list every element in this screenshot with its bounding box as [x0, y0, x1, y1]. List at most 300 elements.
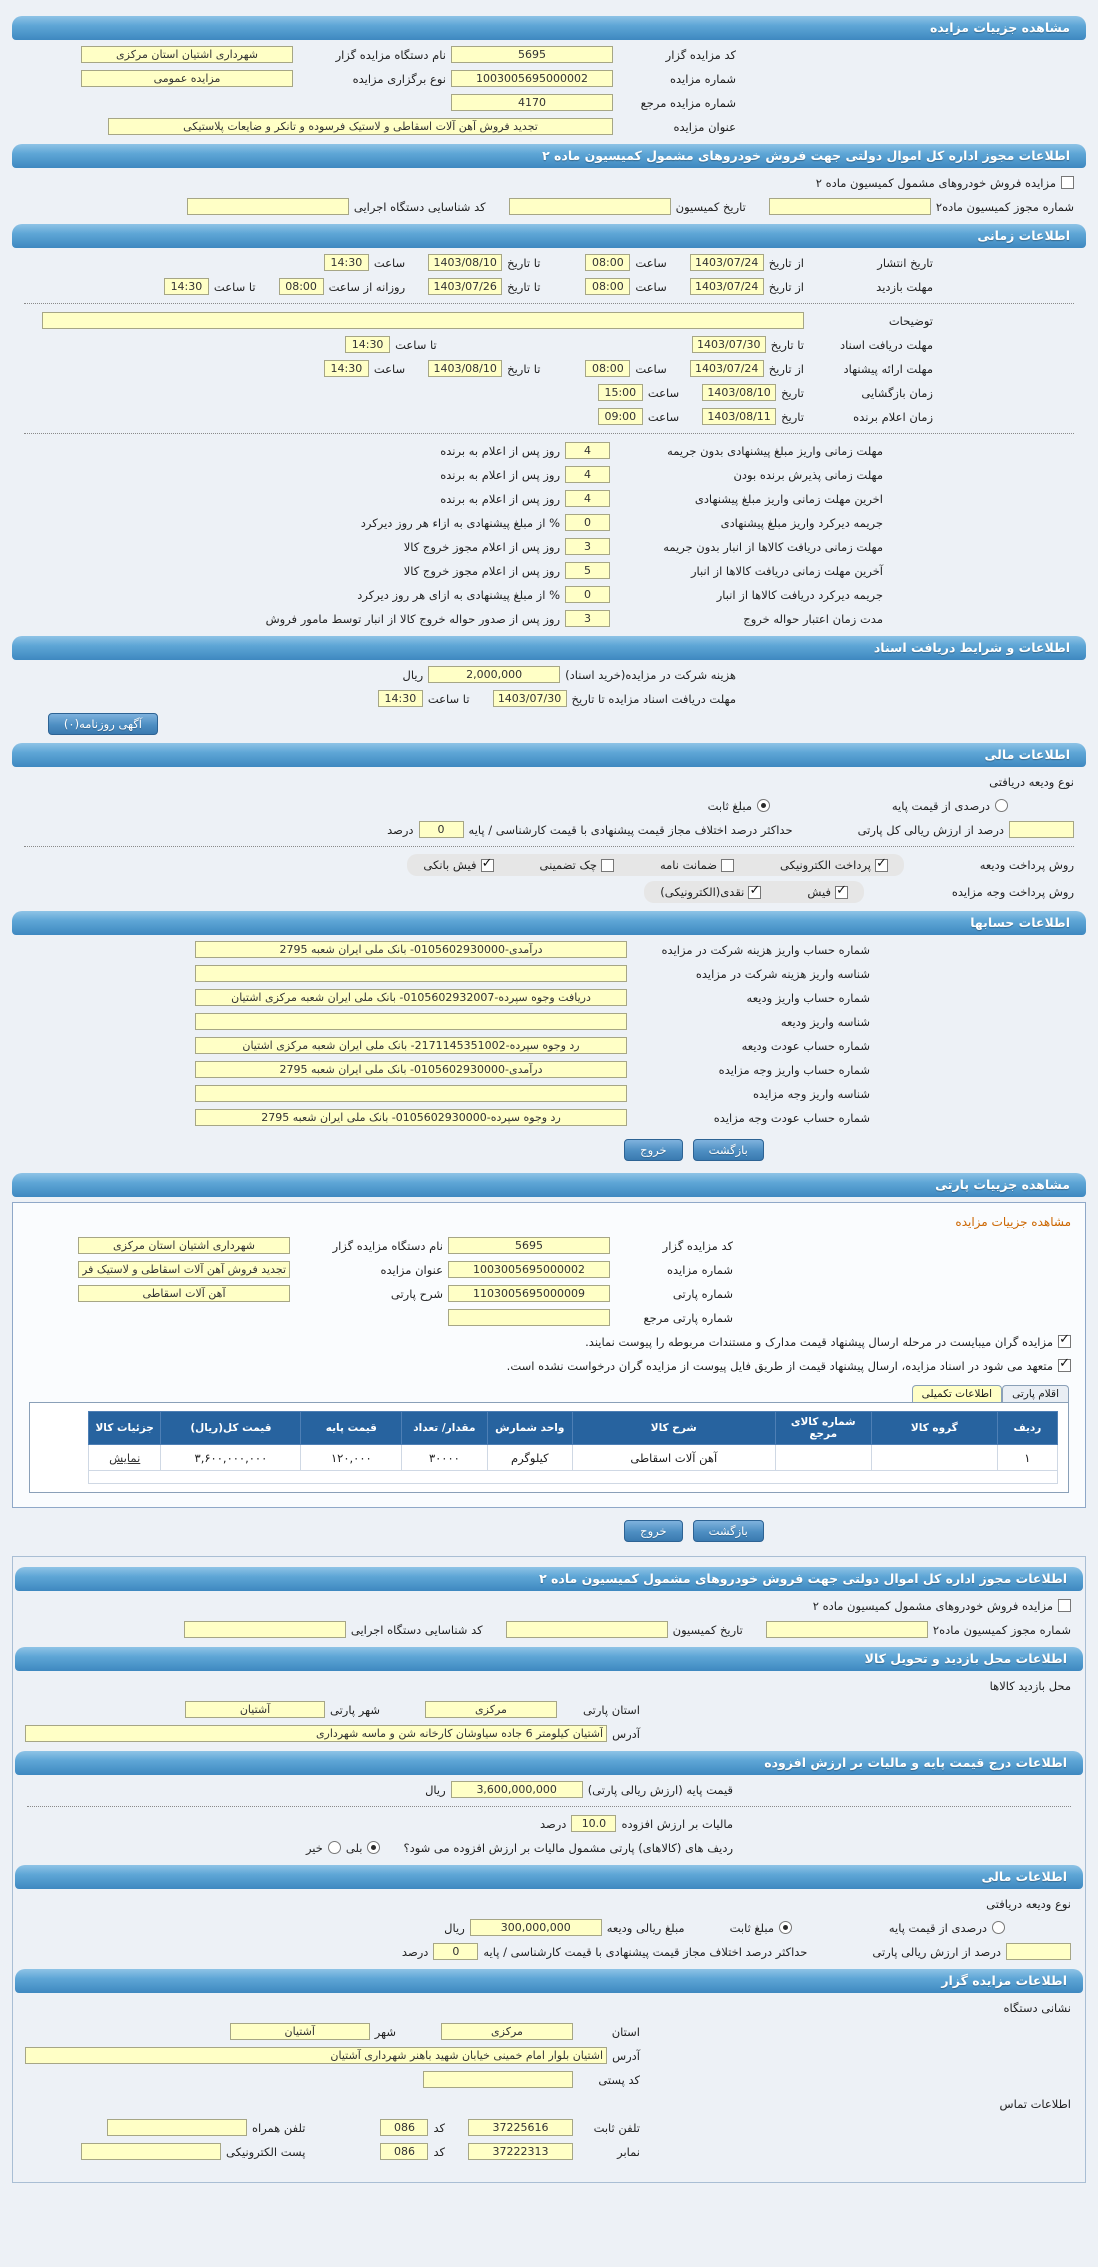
agency-city-label: شهر	[374, 2024, 396, 2039]
account-field[interactable]	[195, 965, 627, 982]
commission-date-label: تاریخ کمیسیون	[672, 1622, 743, 1637]
permit-number-field[interactable]	[766, 1621, 928, 1638]
vehicle-permit-checkbox[interactable]	[1061, 176, 1074, 189]
opening-date-field[interactable]	[702, 384, 776, 401]
deadline-value-field[interactable]	[565, 466, 610, 483]
vat-rate-row	[25, 1814, 733, 1833]
divider	[24, 433, 1074, 434]
percent-of-base-label: درصدی از قیمت پایه	[891, 798, 990, 813]
party-items-table	[88, 1411, 1058, 1484]
deadline-label: مهلت زمانی واریز مبلغ پیشنهادی بدون جریمه	[667, 443, 883, 458]
max-diff-field[interactable]	[419, 821, 464, 838]
offer-to-time-field[interactable]	[324, 360, 369, 377]
deposit-amount-field[interactable]	[470, 1919, 602, 1936]
auction-payment-method-row	[22, 881, 1074, 903]
opening-label: زمان بازگشایی	[861, 385, 933, 400]
bidder-name-field[interactable]	[81, 46, 293, 63]
bank-slip-checkbox[interactable]	[481, 859, 494, 872]
col-item-details: جزئیات کالا	[89, 1412, 161, 1445]
party-financial-header: اطلاعات مالی	[15, 1865, 1083, 1889]
percent-label: درصد	[401, 1944, 429, 1959]
auction-number-label: شماره مزایده	[670, 71, 736, 86]
agency-id-field[interactable]	[187, 198, 349, 215]
deadline-value-field[interactable]	[565, 610, 610, 627]
mobile-field[interactable]	[107, 2119, 247, 2136]
party-tabs	[29, 1385, 1069, 1402]
commitment-note: متعهد می شود در اسناد مزایده، ارسال پیشنهاد قیمت از طریق فایل پیوست از مزایده گران درخواست نشده است.	[506, 1358, 1053, 1373]
bank-slip-label: فیش بانکی	[423, 858, 477, 872]
docs-deadline-time-field[interactable]	[345, 336, 390, 353]
fixed-amount-radio[interactable]	[757, 799, 770, 812]
hour-label: ساعت	[373, 361, 406, 376]
table-row	[89, 1445, 1058, 1471]
deposit-type-options-row	[22, 796, 1008, 815]
party-desc-label: شرح پارتی	[390, 1286, 443, 1301]
table-header-row	[89, 1412, 1058, 1445]
docs-deadline-label: مهلت دریافت اسناد	[840, 337, 933, 352]
party-ref-label: شماره پارتی مرجع	[643, 1310, 733, 1325]
permit-fields-row	[22, 197, 1074, 216]
permit-number-field[interactable]	[769, 198, 931, 215]
notes-field[interactable]	[42, 312, 804, 329]
slip-label: فیش	[807, 885, 831, 899]
deposit-percent-row	[22, 820, 1074, 839]
agency-id-label: کد شناسایی دستگاه اجرایی	[350, 1622, 483, 1637]
docs-receive-date-field[interactable]	[493, 690, 567, 707]
method-guarantee	[660, 858, 734, 872]
commitment-checkbox[interactable]	[1058, 1359, 1071, 1372]
party-number-field[interactable]	[448, 1285, 610, 1302]
account-field[interactable]	[195, 1061, 627, 1078]
party-province-label: استان پارتی	[583, 1702, 640, 1717]
vat-rate-field[interactable]	[571, 1815, 616, 1832]
publish-label: تاریخ انتشار	[877, 255, 933, 270]
auction-row-number	[22, 69, 736, 88]
agency-address-title-row	[25, 1998, 1071, 2017]
party-city-field[interactable]	[185, 1701, 325, 1718]
deadline-suffix: روز پس از اعلام مجوز خروج کالا	[403, 539, 560, 554]
account-label: شماره حساب واریز وجه مزایده	[718, 1062, 870, 1077]
accounts-header: اطلاعات حسابها	[12, 911, 1086, 935]
party-info-block	[12, 1556, 1086, 2183]
permit-fields-row	[25, 1620, 1071, 1639]
cell-item-desc: آهن آلات اسقاطی	[572, 1445, 775, 1471]
bidder-code-label: کد مزایده گزار	[665, 47, 736, 62]
deposit-type-row	[25, 1894, 1071, 1913]
document-terms-header: اطلاعات و شرایط دریافت اسناد	[12, 636, 1086, 660]
visit-daily-from-time-field[interactable]	[279, 278, 324, 295]
party-row-number	[25, 1284, 733, 1303]
tab-party-items[interactable]: اقلام پارتی	[1002, 1385, 1069, 1402]
account-field[interactable]	[195, 989, 627, 1006]
deadline-label: آخرین مهلت زمانی دریافت کالاها از انبار	[690, 563, 883, 578]
newspaper-ads-button[interactable]: آگهی روزنامه(۰)	[48, 713, 158, 735]
vat-yes-label: بلی	[345, 1840, 363, 1855]
agency-address-title: نشانی دستگاه	[1003, 2000, 1071, 2015]
offer-to-date-field[interactable]	[428, 360, 502, 377]
base-price-field[interactable]	[451, 1781, 583, 1798]
col-quantity: مقدار/ تعداد	[402, 1412, 487, 1445]
account-label: شماره حساب عودت ودیعه	[741, 1038, 870, 1053]
fax-label: نمابر	[617, 2144, 640, 2159]
vehicle-permit-section-2	[13, 1567, 1085, 1639]
deadline-suffix: روز پس از اعلام مجوز خروج کالا	[403, 563, 560, 578]
fax-area-code-field[interactable]	[380, 2143, 428, 2160]
percent-of-base-radio[interactable]	[992, 1921, 1005, 1934]
winner-date-field[interactable]	[702, 408, 776, 425]
percent-label: درصد	[539, 1816, 567, 1831]
participation-fee-field[interactable]	[428, 666, 560, 683]
deadline-label: جریمه دیرکرد واریز مبلغ پیشنهادی	[720, 515, 883, 530]
deadline-suffix: روز پس از صدور حواله خروج کالا از انبار توسط مامور فروش	[265, 611, 560, 626]
daily-from-label: روزانه از ساعت	[328, 279, 406, 294]
account-field[interactable]	[195, 1037, 627, 1054]
agency-province-field[interactable]	[441, 2023, 573, 2040]
deposit-payment-method-label: روش پرداخت ودیعه	[979, 858, 1074, 872]
publish-from-time-field[interactable]	[585, 254, 630, 271]
docs-receive-deadline-row	[22, 689, 736, 708]
auction-title-field[interactable]	[108, 118, 613, 135]
method-slip	[807, 885, 848, 899]
deposit-payment-method-row	[22, 854, 1074, 876]
slip-checkbox[interactable]	[835, 886, 848, 899]
cell-unit: کیلوگرم	[487, 1445, 572, 1471]
email-label: پست الکترونیکی	[226, 2144, 306, 2159]
party-row-ref	[25, 1308, 733, 1327]
account-label: شناسه واریز وجه مزایده	[752, 1086, 870, 1101]
table-footer-row	[89, 1471, 1058, 1484]
offer-deadline-row	[22, 359, 933, 378]
contact-info-title: اطلاعات تماس	[999, 2096, 1071, 2111]
divider	[24, 846, 1074, 847]
date-label: تاریخ	[781, 385, 804, 400]
to-hour-label: تا ساعت	[213, 279, 256, 294]
auction-payment-method-label: روش پرداخت وجه مزایده	[951, 885, 1074, 899]
offer-from-date-field[interactable]	[690, 360, 764, 377]
max-diff-label: حداکثر درصد اختلاف مجاز قیمت پیشنهادی با قیمت کارشناسی / پایه	[483, 1944, 808, 1959]
col-unit: واحد شمارش	[487, 1412, 572, 1445]
financial-info-header: اطلاعات مالی	[12, 743, 1086, 767]
agency-id-label: کد شناسایی دستگاه اجرایی	[353, 199, 486, 214]
attach-docs-row	[25, 1332, 1071, 1351]
visit-label: مهلت بازدید	[876, 279, 933, 294]
bidder-name-label: نام دستگاه مزایده گزار	[332, 1238, 443, 1253]
item-details-link[interactable]: نمایش	[109, 1450, 141, 1465]
deposit-percent-row	[25, 1942, 1071, 1961]
fixed-amount-label: مبلغ ثابت	[707, 798, 752, 813]
deadline-label: مهلت زمانی پذیرش برنده بودن	[733, 467, 883, 482]
mobile-label: تلفن همراه	[251, 2120, 306, 2135]
agency-address-field[interactable]	[25, 2047, 607, 2064]
docs-receive-deadline-label: مهلت دریافت اسناد مزایده تا تاریخ	[571, 691, 736, 706]
deadline-value-field[interactable]	[565, 442, 610, 459]
col-ref-number: شماره کالای مرجع	[775, 1412, 871, 1445]
auction-title-label: عنوان مزایده	[380, 1262, 443, 1277]
percent-of-total-label: درصد از ارزش ریالی پارتی	[872, 1944, 1001, 1959]
auction-buttons-row	[10, 1139, 1088, 1161]
docs-deadline-date-field[interactable]	[692, 336, 766, 353]
permit-number-label: شماره مجوز کمیسیون ماده۲	[932, 1622, 1071, 1637]
hour-label: ساعت	[635, 361, 667, 376]
vat-question-row	[25, 1838, 733, 1857]
account-label: شناسه واریز ودیعه	[780, 1014, 870, 1029]
auction-type-field[interactable]	[81, 70, 293, 87]
deadline-row	[22, 441, 883, 460]
deadline-suffix: روز پس از اعلام به برنده	[440, 467, 560, 482]
party-city-label: شهر پارتی	[330, 1702, 380, 1717]
account-label: شماره حساب واریز هزینه شرکت در مزایده	[661, 942, 870, 957]
table-footer-bar	[89, 1471, 1058, 1484]
deadline-suffix: % از مبلغ پیشنهادی به ازای هر روز دیرکرد	[357, 587, 560, 602]
attach-docs-note: مزایده گران میبایست در مرحله ارسال پیشنهاد قیمت مدارک و مستندات مربوطه را پیوست نمایند.	[585, 1334, 1053, 1349]
account-field[interactable]	[195, 1109, 627, 1126]
commission-date-field[interactable]	[509, 198, 671, 215]
agency-province-row	[25, 2022, 640, 2041]
max-diff-label: حداکثر درصد اختلاف مجاز قیمت پیشنهادی با قیمت کارشناسی / پایه	[468, 822, 793, 837]
party-row-auction	[25, 1260, 733, 1279]
vat-rate-label: مالیات بر ارزش افزوده	[621, 1816, 733, 1831]
publish-to-time-field[interactable]	[324, 254, 369, 271]
divider	[27, 1806, 1071, 1807]
winner-label: زمان اعلام برنده	[853, 409, 933, 424]
deposit-type-options-row	[25, 1918, 1005, 1937]
hour-label: ساعت	[647, 385, 680, 400]
time-info-header: اطلاعات زمانی	[12, 224, 1086, 248]
account-field[interactable]	[195, 1013, 627, 1030]
tab-additional-info[interactable]: اطلاعات تکمیلی	[912, 1385, 1002, 1402]
deadline-suffix: روز پس از اعلام به برنده	[440, 443, 560, 458]
to-hour-label: تا ساعت	[395, 337, 437, 352]
phone-label: تلفن ثابت	[593, 2120, 640, 2135]
agency-province-label: استان	[611, 2024, 640, 2039]
hour-label: ساعت	[373, 255, 406, 270]
party-auction-number-field[interactable]	[448, 1261, 610, 1278]
winner-time-row	[22, 407, 933, 426]
deadline-suffix: روز پس از اعلام به برنده	[440, 491, 560, 506]
attach-docs-checkbox[interactable]	[1058, 1335, 1071, 1348]
hour-label: ساعت	[635, 255, 667, 270]
vehicle-permit-checkbox-label: مزایده فروش خودروهای مشمول کمیسیون ماده ۲	[812, 1598, 1053, 1613]
party-bidder-name-field[interactable]	[78, 1237, 290, 1254]
percent-of-total-field[interactable]	[1009, 821, 1074, 838]
notes-label: توضیحات	[888, 313, 933, 328]
commission-date-field[interactable]	[506, 1621, 668, 1638]
deadline-value-field[interactable]	[565, 490, 610, 507]
permit-checkbox-row	[22, 173, 1074, 192]
participation-fee-row	[22, 665, 736, 684]
view-auction-link-row	[25, 1212, 1071, 1231]
publish-date-row	[22, 253, 933, 272]
party-province-row	[25, 1700, 640, 1719]
winner-time-field[interactable]	[598, 408, 643, 425]
cell-base-price: ۱۲۰,۰۰۰	[301, 1445, 402, 1471]
auction-row-codes	[22, 45, 736, 64]
vehicle-permit-header: اطلاعات مجوز اداره کل اموال دولتی جهت فروش خودروهای مشمول کمیسیون ماده ۲	[15, 1567, 1083, 1591]
hour-label: ساعت	[635, 279, 667, 294]
account-row	[22, 964, 870, 983]
base-price-row	[25, 1780, 733, 1799]
opening-time-row	[22, 383, 933, 402]
phone-area-code-field[interactable]	[380, 2119, 428, 2136]
to-date-label: تا تاریخ	[770, 337, 804, 352]
party-row-codes	[25, 1236, 733, 1255]
party-buttons-row	[10, 1520, 1088, 1542]
auction-type-label: نوع برگزاری مزایده	[352, 71, 446, 86]
cell-item-details	[89, 1445, 161, 1471]
deadline-label: اخرین مهلت زمانی واریز مبلغ پیشنهادی	[694, 491, 883, 506]
visit-place-label: محل بازدید کالاها	[989, 1678, 1071, 1693]
deposit-type-row	[22, 772, 1074, 791]
account-field[interactable]	[195, 1085, 627, 1102]
auction-ref-field[interactable]	[451, 94, 613, 111]
vat-no-radio[interactable]	[328, 1841, 341, 1854]
deadline-row	[22, 585, 883, 604]
deadline-row	[22, 465, 883, 484]
opening-time-field[interactable]	[598, 384, 643, 401]
vehicle-permit-checkbox-label: مزایده فروش خودروهای مشمول کمیسیون ماده ۲	[815, 175, 1056, 190]
certified-cheque-label: چک تضمینی	[539, 858, 597, 872]
party-bidder-code-field[interactable]	[448, 1237, 610, 1254]
area-code-label: کد	[433, 2144, 445, 2159]
permit-number-label: شماره مجوز کمیسیون ماده۲	[935, 199, 1074, 214]
auction-payment-methods-group	[644, 881, 864, 903]
party-ref-field[interactable]	[448, 1309, 610, 1326]
visit-from-time-field[interactable]	[585, 278, 630, 295]
account-row	[22, 1108, 870, 1127]
percent-label: درصد	[387, 822, 414, 837]
deadline-row	[22, 561, 883, 580]
auction-row-ref	[22, 93, 736, 112]
deadline-value-field[interactable]	[565, 538, 610, 555]
deadline-value-field[interactable]	[565, 586, 610, 603]
visit-place-row	[25, 1676, 1071, 1695]
date-label: تاریخ	[781, 409, 804, 424]
party-auction-title-field[interactable]	[78, 1261, 290, 1278]
back-button[interactable]: بازگشت	[693, 1139, 764, 1161]
rial-label: ریال	[444, 1920, 465, 1935]
account-field[interactable]	[195, 941, 627, 958]
party-details-panel	[12, 1202, 1086, 1508]
contact-title-row	[25, 2094, 1071, 2113]
area-code-label: کد	[433, 2120, 445, 2135]
fax-row	[25, 2142, 640, 2161]
deadline-suffix: % از مبلغ پیشنهادی به ازاء هر روز دیرکرد	[360, 515, 560, 530]
auction-number-label: شماره مزایده	[667, 1262, 733, 1277]
percent-of-total-field[interactable]	[1006, 1943, 1071, 1960]
method-bank-slip	[423, 858, 493, 872]
fixed-amount-label: مبلغ ثابت	[729, 1920, 774, 1935]
postal-code-field[interactable]	[423, 2071, 573, 2088]
vehicle-permit-checkbox[interactable]	[1058, 1599, 1071, 1612]
publish-from-date-field[interactable]	[690, 254, 764, 271]
vehicle-permit-section-1	[10, 144, 1088, 216]
commission-date-label: تاریخ کمیسیون	[675, 199, 746, 214]
fax-field[interactable]	[468, 2143, 573, 2160]
deadline-row	[22, 489, 883, 508]
account-row	[22, 1036, 870, 1055]
vat-yes-radio[interactable]	[367, 1841, 380, 1854]
deadline-value-field[interactable]	[565, 514, 610, 531]
cell-quantity: ۳۰۰۰۰	[402, 1445, 487, 1471]
phone-row	[25, 2118, 640, 2137]
visit-daily-to-time-field[interactable]	[164, 278, 209, 295]
visit-location-header: اطلاعات محل بازدید و تحویل کالا	[15, 1647, 1083, 1671]
visit-from-date-field[interactable]	[690, 278, 764, 295]
electronic-payment-label: پرداخت الکترونیکی	[780, 858, 871, 872]
party-address-field[interactable]	[25, 1725, 607, 1742]
agency-id-field[interactable]	[184, 1621, 346, 1638]
deadline-label: جریمه دیرکرد دریافت کالاها از انبار	[716, 587, 883, 602]
rial-label: ریال	[402, 667, 424, 682]
view-auction-details-link[interactable]: مشاهده جزییات مزایده	[955, 1214, 1071, 1229]
commitment-row	[25, 1356, 1071, 1375]
deadline-label: مدت زمان اعتبار حواله خروج	[743, 611, 883, 626]
visit-to-date-field[interactable]	[428, 278, 502, 295]
party-address-row	[25, 1724, 640, 1743]
notes-row	[22, 311, 933, 330]
agency-city-field[interactable]	[230, 2023, 370, 2040]
party-province-field[interactable]	[425, 1701, 557, 1718]
email-field[interactable]	[81, 2143, 221, 2160]
auction-number-field[interactable]	[451, 70, 613, 87]
cell-row-no: ۱	[997, 1445, 1057, 1471]
party-address-label: آدرس	[612, 1726, 640, 1741]
exit-button[interactable]: خروج	[624, 1520, 682, 1542]
deposit-type-label: نوع ودیعه دریافتی	[986, 1896, 1071, 1911]
bidder-code-field[interactable]	[451, 46, 613, 63]
account-row	[22, 1084, 870, 1103]
max-diff-field[interactable]	[433, 1943, 478, 1960]
permit-checkbox-row	[25, 1596, 1071, 1615]
fixed-amount-radio[interactable]	[779, 1921, 792, 1934]
cash-electronic-checkbox[interactable]	[748, 886, 761, 899]
party-desc-field[interactable]	[78, 1285, 290, 1302]
postal-code-row	[25, 2070, 640, 2089]
vat-question-label: ردیف های (کالاهای) پارتی مشمول مالیات بر ارزش افزوده می شود؟	[403, 1840, 733, 1855]
account-row	[22, 988, 870, 1007]
from-date-label: از تاریخ	[768, 255, 804, 270]
offer-from-time-field[interactable]	[585, 360, 630, 377]
deposit-payment-methods-group	[407, 854, 904, 876]
deadline-row	[22, 609, 883, 628]
vat-no-label: خیر	[305, 1840, 323, 1855]
from-date-label: از تاریخ	[768, 279, 804, 294]
back-button[interactable]: بازگشت	[693, 1520, 764, 1542]
phone-field[interactable]	[468, 2119, 573, 2136]
from-date-label: از تاریخ	[768, 361, 804, 376]
cell-item-group	[871, 1445, 997, 1471]
percent-of-base-radio[interactable]	[995, 799, 1008, 812]
guarantee-letter-checkbox[interactable]	[721, 859, 734, 872]
rial-label: ریال	[425, 1782, 446, 1797]
guarantee-letter-label: ضمانت نامه	[659, 858, 718, 872]
certified-cheque-checkbox[interactable]	[601, 859, 614, 872]
deadline-row	[22, 537, 883, 556]
deposit-type-label: نوع ودیعه دریافتی	[989, 774, 1074, 789]
electronic-payment-checkbox[interactable]	[875, 859, 888, 872]
deadline-label: مهلت زمانی دریافت کالاها از انبار بدون جریمه	[663, 539, 883, 554]
deadline-value-field[interactable]	[565, 562, 610, 579]
method-electronic	[780, 858, 888, 872]
base-price-label: قیمت پایه (ارزش ریالی پارتی)	[587, 1782, 733, 1797]
docs-receive-time-field[interactable]	[378, 690, 423, 707]
docs-deadline-row	[22, 335, 933, 354]
exit-button[interactable]: خروج	[624, 1139, 682, 1161]
visit-date-row	[22, 277, 933, 296]
publish-to-date-field[interactable]	[428, 254, 502, 271]
divider	[24, 303, 1074, 304]
bidder-code-label: کد مزایده گزار	[662, 1238, 733, 1253]
